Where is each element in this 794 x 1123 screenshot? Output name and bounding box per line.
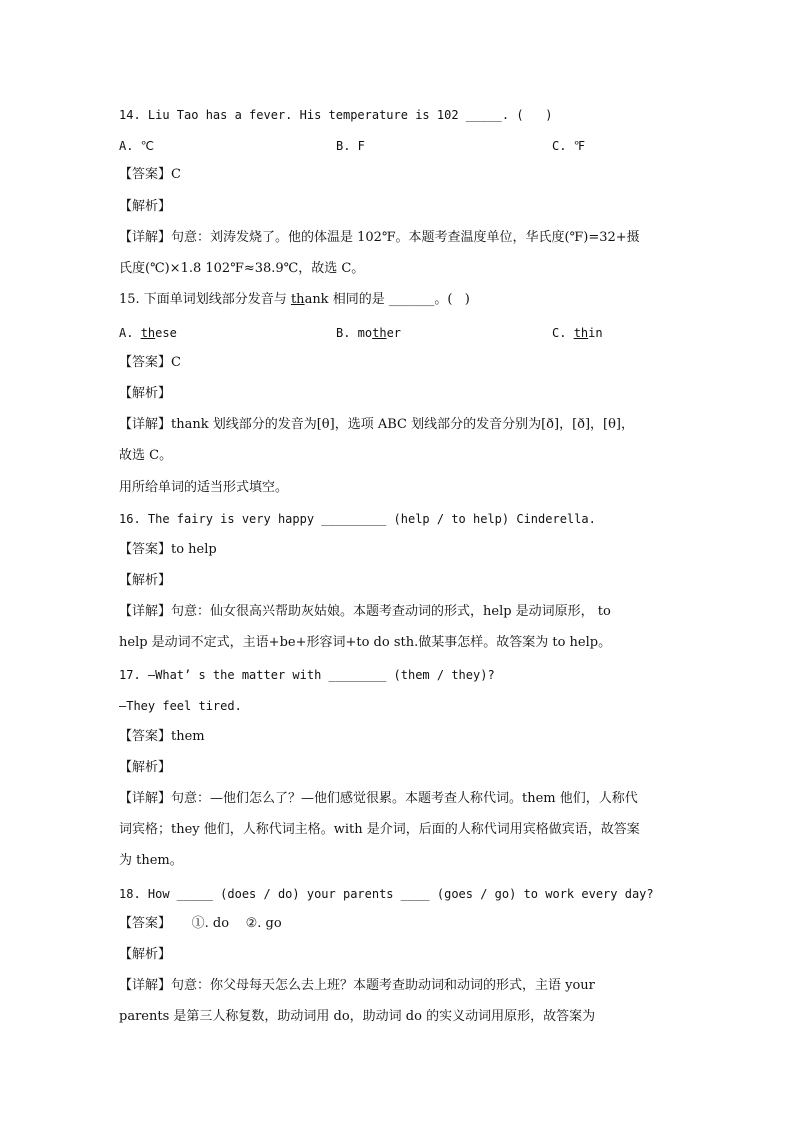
q16-answer: 【答案】to help [119, 542, 217, 557]
q15-option-a [119, 325, 177, 341]
q14-detail-line-1: 【详解】句意：刘涛发烧了。他的体温是 102℉。本题考查温度单位，华氏度(℉)=32+摄 [119, 230, 640, 245]
q15-answer: 【答案】C [119, 355, 181, 370]
q15-option-c-underlined: th [573, 326, 589, 340]
q18-analysis-label: 【解析】 [119, 947, 172, 962]
q18-detail-line-1: 【详解】句意：你父母每天怎么去上班？本题考查助动词和动词的形式，主语 your [119, 978, 595, 993]
q15-option-a-post: ese [155, 326, 177, 340]
q15-option-b-post: er [386, 326, 402, 340]
question-18: 18. How _____ (does / do) your parents ____ (goes / go) to work every day? [119, 887, 654, 901]
q17-detail-line-3: 为 them。 [119, 853, 183, 868]
q15-option-c-post: in [588, 326, 603, 340]
q15-analysis-label: 【解析】 [119, 386, 172, 401]
q15-question-post: ank 相同的是 _______。( ) [304, 292, 470, 307]
q17-detail-line-2: 词宾格；they 他们，人称代词主格。with 是介词，后面的人称代词用宾格做宾语，故答案 [119, 822, 640, 837]
q14-analysis-label: 【解析】 [119, 199, 172, 214]
q15-detail-line-1: 【详解】thank 划线部分的发音为[θ]，选项 ABC 划线部分的发音分别为[ð]，[ð]，[θ]， [119, 417, 635, 432]
q17-detail-line-1: 【详解】句意：—他们怎么了？—他们感觉很累。本题考查人称代词。them 他们，人称代 [119, 791, 638, 806]
question-14: 14. Liu Tao has a fever. His temperature is 102 _____. ( ) [119, 108, 553, 122]
q15-option-b [336, 325, 401, 341]
question-16: 16. The fairy is very happy _________ (help / to help) Cinderella. [119, 512, 596, 526]
q16-detail-line-2: help 是动词不定式，主语+be+形容词+to do sth.做某事怎样。故答案为 to help。 [119, 635, 612, 650]
q14-option-b: B. F [336, 139, 365, 153]
q15-question-pre: 15. 下面单词划线部分发音与 [119, 292, 291, 307]
q16-analysis-label: 【解析】 [119, 573, 172, 588]
question-17-line-1: 17. —What’ s the matter with ________ (them / they)? [119, 668, 495, 682]
q15-option-a-underlined: th [140, 326, 156, 340]
q15-option-c-pre: C. [552, 326, 574, 340]
q17-analysis-label: 【解析】 [119, 760, 172, 775]
section-instruction: 用所给单词的适当形式填空。 [119, 480, 289, 495]
q18-answer: 【答案】 ①. do ②. go [119, 916, 282, 931]
q14-detail-line-2: 氏度(℃)×1.8 102℉≈38.9℃，故选 C。 [119, 261, 365, 276]
q17-answer: 【答案】them [119, 729, 205, 744]
q15-option-b-underlined: th [372, 326, 387, 340]
q14-option-c: C. ℉ [552, 139, 586, 153]
question-17-line-2: —They feel tired. [119, 699, 242, 713]
q15-question-underlined: th [290, 292, 305, 307]
q15-option-a-pre: A. [119, 326, 141, 340]
q15-option-c [552, 325, 603, 341]
question-15 [119, 292, 470, 308]
q16-detail-line-1: 【详解】句意：仙女很高兴帮助灰姑娘。本题考查动词的形式，help 是动词原形， to [119, 604, 611, 619]
q15-option-b-pre: B. mo [336, 326, 373, 340]
q15-detail-line-2: 故选 C。 [119, 448, 173, 463]
q14-option-a: A. ℃ [119, 139, 155, 153]
q14-answer: 【答案】C [119, 167, 181, 182]
q18-detail-line-2: parents 是第三人称复数，助动词用 do，助动词 do 的实义动词用原形，故答案为 [119, 1009, 596, 1024]
